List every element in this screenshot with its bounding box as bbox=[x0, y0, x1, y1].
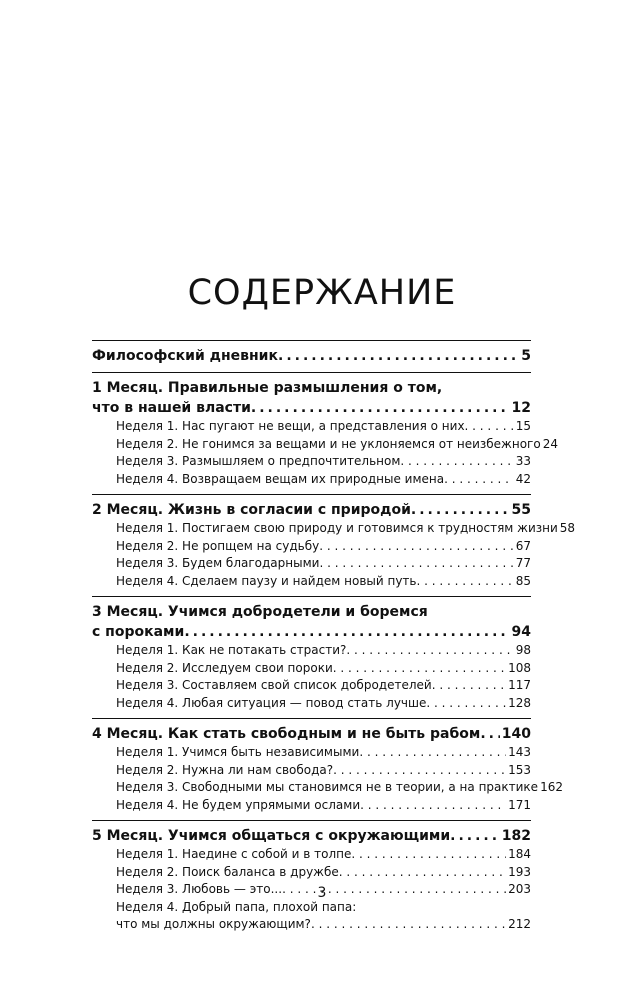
month-heading-line1: 3 Месяц. Учимся добродетели и боремся bbox=[92, 604, 428, 620]
week-title: Неделя 4. Сделаем паузу и найдем новый путь bbox=[116, 573, 417, 588]
week-title: Неделя 2. Исследуем свои пороки bbox=[116, 660, 333, 675]
week-page: 98 bbox=[515, 643, 531, 657]
week-page: 58 bbox=[559, 521, 576, 535]
month-heading: 5 Месяц. Учимся общаться с окружающими bbox=[92, 828, 451, 844]
leader-dots bbox=[426, 695, 506, 713]
table-of-contents bbox=[92, 340, 576, 940]
week-title: Неделя 3. Свободными мы становимся не в теории, а на практике bbox=[116, 780, 539, 794]
week-page: 77 bbox=[515, 556, 531, 570]
leader-dots bbox=[278, 346, 519, 366]
week-title: Неделя 2. Нужна ли нам свобода? bbox=[116, 762, 334, 777]
leader-dots bbox=[450, 826, 500, 846]
toc-entry-page: 182 bbox=[501, 828, 531, 844]
toc-week-entry[interactable] bbox=[92, 779, 563, 797]
toc-entry-page: 5 bbox=[521, 348, 531, 364]
toc-entry-page: 55 bbox=[511, 502, 531, 518]
leader-dots bbox=[333, 660, 506, 678]
month-heading: 2 Месяц. Жизнь в согласии с природой bbox=[92, 502, 411, 518]
toc-section-month-2 bbox=[92, 495, 576, 596]
toc-entry-month-1[interactable] bbox=[92, 398, 531, 418]
week-page: 67 bbox=[515, 538, 531, 553]
week-page: 117 bbox=[508, 678, 531, 692]
month-heading: 4 Месяц. Как стать свободным и не быть рабом bbox=[92, 726, 481, 742]
leader-dots bbox=[360, 797, 506, 815]
week-title: Неделя 4. Любая ситуация — повод стать лучше bbox=[116, 695, 427, 710]
leader-dots bbox=[465, 418, 514, 436]
leader-dots bbox=[444, 471, 514, 489]
toc-week-entry[interactable] bbox=[92, 677, 531, 695]
toc-week-entry[interactable] bbox=[92, 916, 531, 934]
week-page: 193 bbox=[508, 864, 531, 879]
week-title: Неделя 3. Размышляем о предпочтительном bbox=[116, 454, 401, 468]
week-page: 171 bbox=[508, 797, 531, 812]
week-title-line2: что мы должны окружающим? bbox=[116, 917, 311, 931]
toc-section-month-5 bbox=[92, 821, 531, 940]
leader-dots bbox=[339, 864, 506, 882]
month-heading-line2: что в нашей власти bbox=[92, 400, 251, 416]
toc-entry-page: 140 bbox=[501, 726, 531, 742]
toc-week-entry[interactable] bbox=[92, 695, 531, 713]
leader-dots bbox=[351, 846, 506, 864]
toc-entry-month-3[interactable] bbox=[92, 622, 531, 642]
toc-week-entry[interactable] bbox=[92, 453, 531, 471]
week-page: 128 bbox=[508, 695, 531, 710]
toc-week-entry[interactable] bbox=[92, 436, 558, 454]
week-title: Неделя 3. Любовь — это... bbox=[116, 882, 283, 896]
leader-dots bbox=[411, 500, 510, 520]
toc-week-entry[interactable] bbox=[92, 520, 576, 538]
toc-section-month-4 bbox=[92, 719, 563, 820]
week-title: Неделя 1. Постигаем свою природу и готовимся к трудностям жизни bbox=[116, 521, 558, 535]
week-page: 24 bbox=[542, 436, 558, 451]
page-number: 3 bbox=[317, 885, 327, 901]
toc-section-intro bbox=[92, 341, 531, 372]
leader-dots bbox=[400, 453, 513, 471]
week-page: 162 bbox=[540, 780, 563, 794]
week-title: Неделя 4. Возвращаем вещам их природные имена bbox=[116, 471, 445, 486]
toc-week-entry[interactable] bbox=[92, 846, 531, 864]
week-page: 85 bbox=[515, 573, 531, 588]
week-title: Неделя 1. Нас пугают не вещи, а представления о них bbox=[116, 419, 465, 433]
toc-week-entry[interactable] bbox=[92, 744, 531, 762]
toc-week-entry[interactable] bbox=[92, 471, 531, 489]
toc-week-entry[interactable] bbox=[92, 573, 531, 591]
leader-dots bbox=[319, 538, 514, 556]
week-title: Неделя 1. Наедине с собой и в толпе bbox=[116, 847, 352, 861]
toc-entry-month-4[interactable] bbox=[92, 724, 531, 744]
toc-entry-intro[interactable] bbox=[92, 346, 531, 366]
week-title: Неделя 2. Не ропщем на судьбу bbox=[116, 538, 320, 553]
toc-week-entry[interactable] bbox=[92, 797, 531, 815]
week-page: 143 bbox=[508, 745, 531, 759]
toc-week-entry[interactable] bbox=[92, 660, 531, 678]
leader-dots bbox=[359, 744, 506, 762]
toc-week-entry[interactable] bbox=[92, 418, 531, 436]
leader-dots bbox=[417, 573, 514, 591]
week-title: Неделя 1. Учимся быть независимыми bbox=[116, 745, 360, 759]
toc-section-month-1 bbox=[92, 373, 558, 494]
month-heading-line1: 1 Месяц. Правильные размышления о том, bbox=[92, 380, 443, 396]
week-title: Неделя 3. Будем благодарными bbox=[116, 556, 320, 570]
week-page: 42 bbox=[515, 471, 531, 486]
leader-dots bbox=[311, 916, 506, 934]
toc-week-entry[interactable] bbox=[92, 762, 531, 780]
week-title: Неделя 2. Поиск баланса в дружбе bbox=[116, 864, 339, 879]
toc-week-entry[interactable] bbox=[92, 864, 531, 882]
toc-entry-month-2[interactable] bbox=[92, 500, 531, 520]
toc-entry-title: Философский дневник bbox=[92, 348, 278, 364]
leader-dots bbox=[184, 622, 509, 642]
month-heading-line2: с пороками bbox=[92, 624, 185, 640]
week-title: Неделя 3. Составляем свой список добродетелей bbox=[116, 678, 432, 692]
leader-dots bbox=[251, 398, 510, 418]
week-title: Неделя 4. Не будем упрямыми ослами bbox=[116, 797, 361, 812]
week-page: 212 bbox=[508, 917, 531, 931]
toc-week-entry[interactable] bbox=[92, 642, 531, 660]
week-page: 33 bbox=[515, 454, 531, 468]
week-title-line1: Неделя 4. Добрый папа, плохой папа: bbox=[116, 899, 357, 914]
leader-dots bbox=[346, 642, 513, 660]
toc-entry-page: 94 bbox=[511, 624, 531, 640]
toc-week-entry[interactable] bbox=[92, 538, 531, 556]
week-page: 203 bbox=[508, 882, 531, 896]
leader-dots bbox=[480, 724, 499, 744]
week-page: 153 bbox=[508, 762, 531, 777]
week-page: 184 bbox=[508, 847, 531, 861]
leader-dots bbox=[333, 762, 506, 780]
toc-week-entry[interactable] bbox=[92, 555, 531, 573]
week-page: 15 bbox=[515, 419, 531, 433]
toc-entry-month-5[interactable] bbox=[92, 826, 531, 846]
toc-section-month-3 bbox=[92, 597, 531, 718]
week-title: Неделя 1. Как не потакать страсти? bbox=[116, 643, 347, 657]
week-page: 108 bbox=[508, 660, 531, 675]
leader-dots bbox=[319, 555, 513, 573]
week-title: Неделя 2. Не гонимся за вещами и не уклоняемся от неизбежного bbox=[116, 436, 541, 451]
page-title: СОДЕРЖАНИЕ bbox=[187, 273, 457, 313]
toc-entry-page: 12 bbox=[511, 400, 531, 416]
leader-dots bbox=[432, 677, 506, 695]
